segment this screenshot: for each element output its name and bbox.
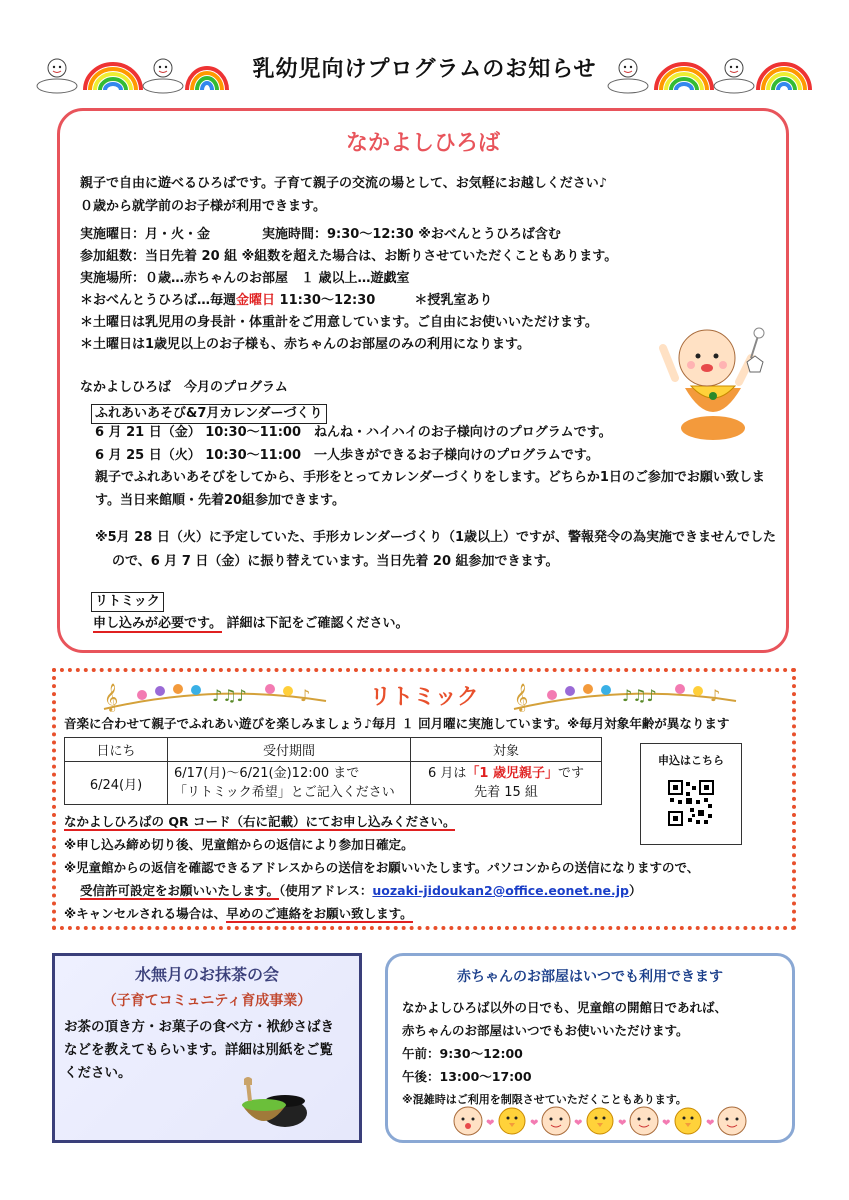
address-pre: （使用アドレス： bbox=[279, 883, 373, 898]
music-notes-right-icon bbox=[510, 675, 740, 713]
baby-room-line: なかよしひろば以外の日でも、児童館の開館日であれば、 bbox=[402, 1000, 728, 1015]
program-heading: なかよしひろば 今月のプログラム bbox=[80, 380, 288, 395]
date-cell: 6/24(月) bbox=[65, 762, 168, 805]
svg-text:❤: ❤ bbox=[706, 1118, 715, 1129]
table-header-row bbox=[65, 738, 602, 762]
baby-face-icon bbox=[542, 1107, 570, 1135]
table-header: 日にち bbox=[65, 738, 168, 762]
baby-room-note: ※混雑時はご利用を制限させていただくこともあります。 bbox=[402, 1093, 687, 1106]
ritmic-see: 詳細は下記をご確認ください。 bbox=[221, 616, 409, 631]
baby-room-title: 赤ちゃんのお部屋はいつでも利用できます bbox=[457, 969, 723, 985]
reception-text: 受信許可設定をお願いいたします。 bbox=[80, 883, 280, 898]
chick-icon bbox=[499, 1108, 525, 1134]
ritmic-required-line bbox=[93, 612, 409, 635]
program-line: 親子でふれあいあそびをしてから、手形をとってカレンダーづくりをします。どちらか1日のご参加でお願い致しま bbox=[95, 470, 765, 485]
matcha-line: ください。 bbox=[64, 1065, 132, 1081]
matcha-tea-icon bbox=[230, 1075, 315, 1135]
instruction-line: ※児童館からの返信を確認できるアドレスからの送信をお願いいたします。パソコンからの送信になりますので、 bbox=[64, 860, 700, 875]
instruction-line: ※申し込み締め切り後、児童館からの返信により参加日確定。 bbox=[64, 837, 414, 852]
table-header: 受付期間 bbox=[168, 738, 411, 762]
hiroba-title: なかよしひろば bbox=[345, 131, 500, 156]
baby-face-icon bbox=[718, 1107, 746, 1135]
address-line bbox=[64, 879, 699, 902]
program-line: す。当日来館順・先着20組参加できます。 bbox=[95, 492, 346, 508]
table-row bbox=[65, 762, 602, 805]
ritmic-intro: 音楽に合わせて親子でふれあい遊びを楽しみましょう♪毎月 １ 回月曜に実施しています。※毎月対象年齢が異なります bbox=[64, 716, 730, 731]
notice-line: ※5月 28 日（火）に予定していた、手形カレンダーづくり（1歳以上）ですが、警報発令の為実施できませんでした bbox=[95, 530, 777, 545]
svg-text:♪: ♪ bbox=[710, 686, 721, 705]
intro-line: ０歳から就学前のお子様が利用できます。 bbox=[80, 199, 326, 214]
svg-text:♪♫♪: ♪♫♪ bbox=[622, 686, 657, 705]
program-line: 6 月 25 日（火） 10:30～11:00 一人歩きができるお子様向けのプログラムです。 bbox=[95, 447, 599, 463]
note-line: ＊土曜日は乳児用の身長計・体重計をご用意しています。ご自由にお使いいただけます。 bbox=[80, 315, 598, 330]
intro-line: 親子で自由に遊べるひろばです。子育て親子の交流の場として、お気軽にお越しください♪ bbox=[80, 176, 607, 191]
target-pre: 6 月は bbox=[428, 766, 467, 781]
apply-line bbox=[64, 810, 699, 833]
chick-icon bbox=[675, 1108, 701, 1134]
baby-room-line: 赤ちゃんのお部屋はいつでもお使いいただけます。 bbox=[402, 1023, 689, 1038]
period-line: 6/17(月)～6/21(金)12:00 まで bbox=[174, 766, 360, 781]
address-post: ） bbox=[628, 883, 642, 898]
ritmic-required: 申し込みが必要です。 bbox=[93, 616, 222, 631]
svg-text:❤: ❤ bbox=[662, 1118, 671, 1129]
bento-post: 11:30～12:30 ＊授乳室あり bbox=[275, 293, 493, 308]
notice-line: ので、6 月 7 日（金）に振り替えています。当日先着 20 組参加できます。 bbox=[112, 554, 559, 569]
ritmic-box: リトミック bbox=[91, 592, 164, 612]
baby-faces-icon bbox=[450, 1104, 750, 1138]
baby-room-pm: 午後：13:00～17:00 bbox=[402, 1069, 532, 1084]
note-line: ＊土曜日は1歳児以上のお子様も、赤ちゃんのお部屋のみの利用になります。 bbox=[80, 337, 531, 352]
baby-face-icon bbox=[454, 1107, 482, 1135]
apply-text: なかよしひろばの QR コード（右に記載）にてお申し込みください。 bbox=[64, 814, 456, 829]
ritmic-table bbox=[64, 737, 602, 805]
svg-text:❤: ❤ bbox=[530, 1118, 539, 1129]
cancel-line bbox=[64, 902, 699, 925]
ritmic-instructions bbox=[64, 810, 699, 925]
email-link[interactable]: uozaki-jidoukan2@office.eonet.ne.jp bbox=[372, 883, 629, 898]
cancel-pre: ※キャンセルされる場合は、 bbox=[64, 906, 227, 921]
notice-lines bbox=[95, 526, 776, 574]
ritmic-title: リトミック bbox=[369, 685, 479, 710]
program-line: 6 月 21 日（金） 10:30～11:00 ねんね・ハイハイのお子様向けのプログラムです。 bbox=[95, 425, 612, 440]
ritmic-box-wrap bbox=[91, 590, 164, 613]
program-lines bbox=[95, 422, 765, 512]
svg-text:❤: ❤ bbox=[574, 1118, 583, 1129]
period-cell bbox=[168, 762, 411, 805]
detail-line: 実施曜日：月・火・金 実施時間：9:30～12:30 ※おべんとうひろば含む bbox=[80, 227, 561, 242]
page-title: 乳幼児向けプログラムのお知らせ bbox=[252, 57, 597, 82]
chick-icon bbox=[587, 1108, 613, 1134]
hiroba-details bbox=[80, 224, 617, 356]
target-post: です bbox=[557, 766, 584, 781]
svg-text:❤: ❤ bbox=[486, 1118, 495, 1129]
svg-text:♪: ♪ bbox=[300, 686, 311, 705]
matcha-title: 水無月のお抹茶の会 bbox=[134, 965, 279, 984]
qr-label: 申込はこちら bbox=[658, 754, 724, 767]
target-line bbox=[417, 764, 595, 783]
cancel-text: 早めのご連絡をお願い致します。 bbox=[226, 906, 413, 921]
matcha-line: などを教えてもらいます。詳細は別紙をご覧 bbox=[64, 1042, 333, 1058]
matcha-line: お茶の頂き方・お菓子の食べ方・袱紗さばき bbox=[64, 1019, 334, 1035]
hiroba-intro bbox=[80, 172, 607, 218]
program-box: ふれあいあそび&7月カレンダーづくり bbox=[91, 404, 327, 424]
bento-pre: ＊おべんとうひろば…毎週 bbox=[80, 293, 237, 308]
detail-line: 参加組数：当日先着 20 組 ※組数を超えた場合は、お断りさせていただくこともあります。 bbox=[80, 249, 618, 264]
bento-day: 金曜日 bbox=[236, 293, 276, 308]
target-cell bbox=[411, 762, 602, 805]
baby-room-body bbox=[402, 996, 727, 1111]
target-age: 「1 歳児親子」 bbox=[466, 766, 558, 781]
table-header: 対象 bbox=[411, 738, 602, 762]
svg-text:❤: ❤ bbox=[618, 1118, 627, 1129]
detail-line: 実施場所：０歳…赤ちゃんのお部屋 １ 歳以上…遊戯室 bbox=[80, 271, 410, 286]
period-line: 「リトミック希望」とご記入ください bbox=[174, 785, 395, 800]
baby-face-icon bbox=[630, 1107, 658, 1135]
bento-line bbox=[80, 290, 617, 312]
svg-text:♪♫♪: ♪♫♪ bbox=[212, 686, 247, 705]
matcha-subtitle: （子育てコミュニティ育成事業） bbox=[102, 993, 312, 1009]
svg-text:𝄞: 𝄞 bbox=[514, 683, 529, 711]
target-count: 先着 15 組 bbox=[474, 785, 538, 800]
baby-room-am: 午前：9:30～12:00 bbox=[402, 1046, 523, 1061]
svg-text:𝄞: 𝄞 bbox=[104, 683, 119, 711]
